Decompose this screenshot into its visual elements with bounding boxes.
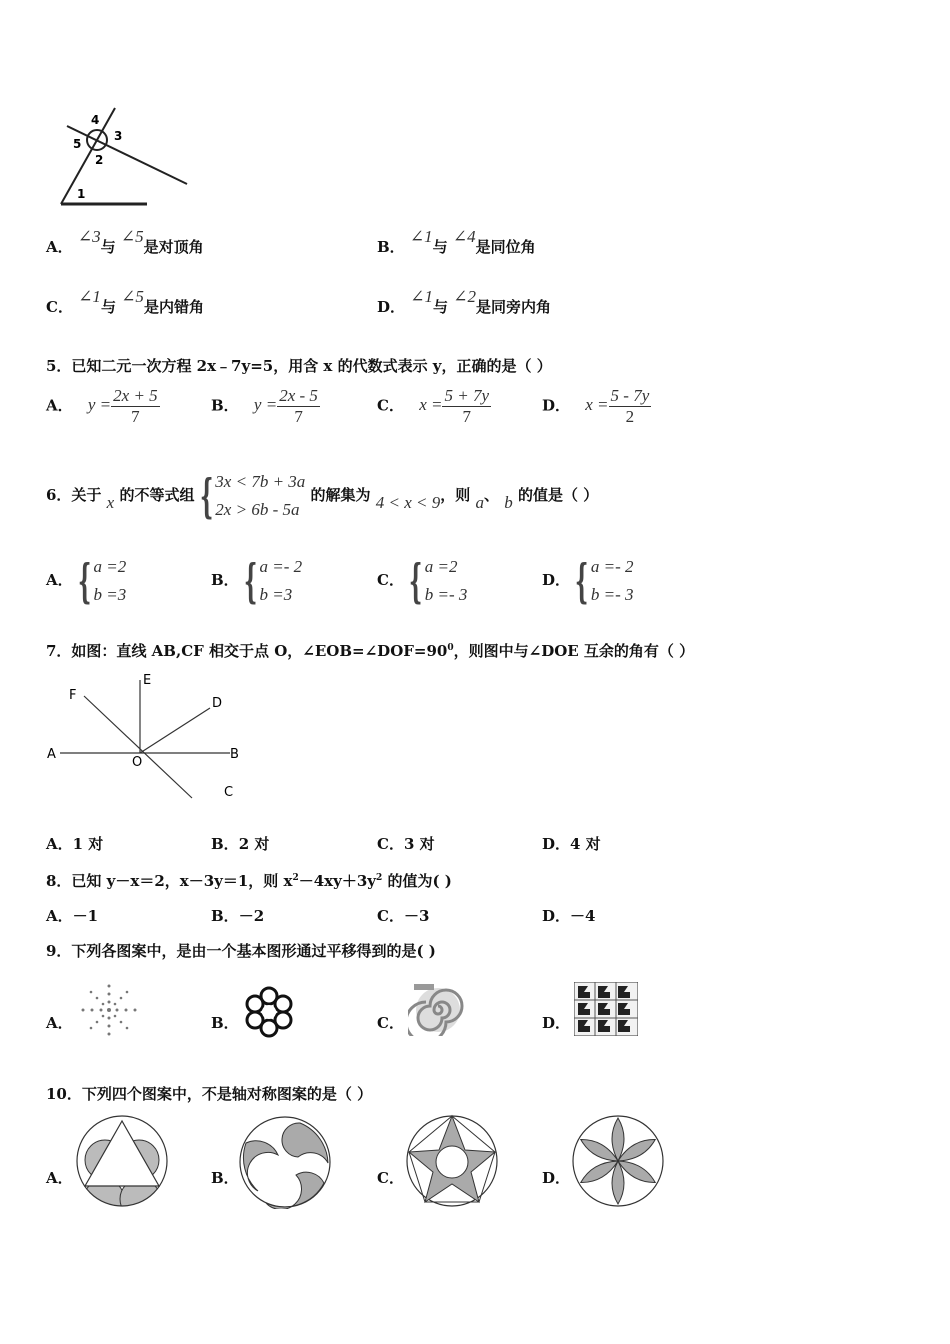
q7-lines-figure	[40, 668, 260, 808]
q5-option-d: D． x = $\frac{5 - 7y}{2}$	[542, 386, 650, 426]
q7-label-b: B	[230, 747, 239, 762]
q7-label-c: C	[224, 785, 234, 800]
q9-stem: 9．下列各图案中，是由一个基本图形通过平移得到的是( )	[46, 942, 436, 960]
q10-stem: 10．下列四个图案中，不是轴对称图案的是（ ）	[46, 1085, 373, 1103]
q9-pattern-d	[574, 982, 638, 1036]
q4-option-a: A． ∠3与 ∠5是对顶角	[46, 227, 204, 256]
q7-option-a: A．1 对	[46, 835, 104, 853]
q6-option-c: C． { a =2 b =- 3	[377, 554, 468, 608]
q9-pattern-a	[76, 980, 142, 1040]
q7-line-fc	[84, 696, 192, 798]
q8-option-d: D．－4	[542, 907, 596, 925]
q8-option-a: A．－1	[46, 907, 99, 925]
q4-angle-figure	[55, 100, 195, 210]
q9-label-b: B．	[211, 1014, 239, 1032]
q4-label-5: 5	[73, 137, 82, 151]
q10-pattern-c	[405, 1114, 499, 1208]
q6-stem: 6．关于 x 的不等式组 { 3x < 7b + 3a 2x > 6b - 5a 的解集为 4 < x < 9，则 a、 b 的值是（ ）	[46, 469, 599, 523]
q9-label-d: D．	[542, 1014, 571, 1032]
q8-option-b: B．－2	[211, 907, 265, 925]
q10-pattern-a	[74, 1113, 170, 1209]
q9-pattern-c	[408, 980, 464, 1036]
q9-pattern-b	[240, 986, 298, 1038]
q4-label-4: 4	[91, 113, 100, 127]
q4-option-b: B． ∠1与 ∠4是同位角	[377, 227, 536, 256]
q4-option-d: D． ∠1与 ∠2是同旁内角	[377, 287, 552, 316]
q7-label-f: F	[69, 688, 77, 703]
q6-option-b: B． { a =- 2 b =3	[211, 554, 303, 608]
q10-label-d: D．	[542, 1169, 571, 1187]
q4-label-3: 3	[114, 129, 123, 143]
q6-option-a: A． { a =2 b =3	[46, 554, 127, 608]
q10-label-b: B．	[211, 1169, 239, 1187]
q4-transversal	[67, 126, 187, 184]
q10-label-a: A．	[46, 1169, 73, 1187]
q10-pattern-b	[238, 1115, 332, 1209]
q7-option-c: C．3 对	[377, 835, 435, 853]
q7-line-od	[140, 708, 210, 753]
q5-stem: 5．已知二元一次方程 2x﹣7y=5，用含 x 的代数式表示 y，正确的是（ ）	[46, 357, 552, 375]
q8-stem: 8．已知 y－x＝2，x－3y＝1，则 $x^2-4xy+3y^2$ 的值为( )	[46, 872, 452, 890]
q6-option-d: D． { a =- 2 b =- 3	[542, 554, 634, 608]
q7-option-b: B．2 对	[211, 835, 270, 853]
q4-option-c: C． ∠1与 ∠5是内错角	[46, 287, 204, 316]
q9-label-c: C．	[377, 1014, 404, 1032]
q4-slant-line	[61, 108, 115, 204]
q5-option-c: C． x = $\frac{5 + 7y}{7}$	[377, 386, 489, 426]
q10-pattern-d	[571, 1114, 665, 1208]
q7-label-o: O	[132, 755, 143, 770]
q5-option-b: B． y = $\frac{2x - 5}{7}$	[211, 386, 318, 426]
q7-label-a: A	[47, 747, 56, 762]
q10-label-c: C．	[377, 1169, 404, 1187]
q7-label-d: D	[212, 696, 223, 711]
q4-label-2: 2	[95, 153, 104, 167]
q5-option-a: A． y = $\frac{2x + 5}{7}$	[46, 386, 158, 426]
q4-label-1: 1	[77, 187, 86, 201]
q9-label-a: A．	[46, 1014, 73, 1032]
q7-label-e: E	[143, 673, 152, 688]
q7-option-d: D．4 对	[542, 835, 601, 853]
q7-stem: 7．如图：直线 AB,CF 相交于点 O，$\angle EOB=\angle DOF=90^0$，则图中与∠DOE 互余的角有（ ）	[46, 642, 695, 660]
q8-option-c: C．－3	[377, 907, 430, 925]
